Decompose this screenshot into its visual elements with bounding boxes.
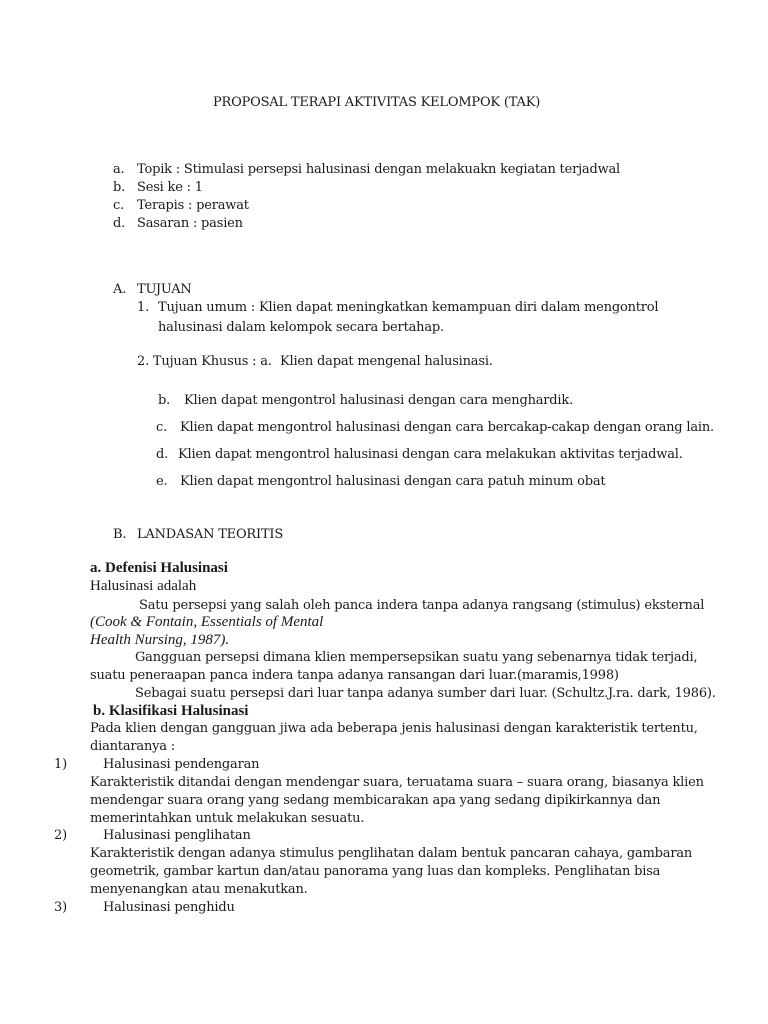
tujuan-khusus-c: Klien dapat mengontrol halusinasi dengan cara bercakap-cakap dengan orang lain. [180,420,714,435]
defenisi-p2-line1: Gangguan persepsi dimana klien mempersepsikan suatu yang sebenarnya tidak terjadi, [135,650,698,665]
type-1-line1: Karakteristik ditandai dengan mendengar suara, teruatama suara – suara orang, biasanya klien [90,775,704,790]
tujuan-umum-line1: Tujuan umum : Klien dapat meningkatkan kemampuan diri dalam mengontrol [158,300,659,315]
tujuan-umum-line2: halusinasi dalam kelompok secara bertahap. [158,320,444,335]
type-1-line3: memerintahkan untuk melakukan sesuatu. [90,811,365,826]
klasifikasi-heading: b. Klasifikasi Halusinasi [93,703,249,719]
info-marker-b: b. [113,180,126,195]
page-title: PROPOSAL TERAPI AKTIVITAS KELOMPOK (TAK) [213,95,541,110]
tujuan-khusus-marker-e: e. [156,474,168,489]
tujuan-khusus-marker-c: c. [156,420,168,435]
tujuan-khusus-label: 2. Tujuan Khusus : a. [137,354,272,369]
section-b-marker: B. [113,527,127,542]
type-2-name: Halusinasi penglihatan [103,828,251,843]
tujuan-khusus-b: Klien dapat mengontrol halusinasi dengan cara menghardik. [184,393,573,408]
tujuan-umum-marker: 1. [137,300,150,315]
tujuan-khusus-marker-d: d. [156,447,169,462]
defenisi-p2-line2: suatu peneraapan panca indera tanpa adanya ransangan dari luar.(maramis,1998) [90,668,619,683]
info-sasaran: Sasaran : pasien [137,216,243,231]
info-terapis: Terapis : perawat [137,198,249,213]
type-1-line2: mendengar suara orang yang sedang membicarakan apa yang sedang dipikirkannya dan [90,793,661,808]
type-1-marker: 1) [54,757,67,772]
defenisi-intro: Halusinasi adalah [90,578,197,594]
info-sesi: Sesi ke : 1 [137,180,203,195]
defenisi-citation-1: (Cook & Fontain, Essentials of Mental [90,614,324,630]
info-marker-a: a. [113,162,125,177]
section-a-heading: TUJUAN [137,282,192,297]
tujuan-khusus-a: Klien dapat mengenal halusinasi. [280,354,493,369]
type-2-line3: menyenangkan atau menakutkan. [90,882,308,897]
defenisi-citation-2: Health Nursing, 1987). [90,632,230,648]
tujuan-khusus-d: Klien dapat mengontrol halusinasi dengan cara melakukan aktivitas terjadwal. [178,447,683,462]
type-2-line1: Karakteristik dengan adanya stimulus penglihatan dalam bentuk pancaran cahaya, gambaran [90,846,693,861]
info-topik: Topik : Stimulasi persepsi halusinasi dengan melakuakn kegiatan terjadwal [137,162,621,177]
type-1-name: Halusinasi pendengaran [103,757,260,772]
defenisi-p1: Satu persepsi yang salah oleh panca indera tanpa adanya rangsang (stimulus) eksternal [139,598,705,613]
type-2-marker: 2) [54,828,67,843]
tujuan-khusus-marker-b: b. [158,393,171,408]
type-2-line2: geometrik, gambar kartun dan/atau panorama yang luas dan kompleks. Penglihatan bisa [90,864,661,879]
defenisi-p3: Sebagai suatu persepsi dari luar tanpa adanya sumber dari luar. (Schultz.J.ra. dark, 1986). [135,686,716,701]
klasifikasi-intro-line1: Pada klien dengan gangguan jiwa ada beberapa jenis halusinasi dengan karakteristik tertentu, [90,721,698,736]
tujuan-khusus-e: Klien dapat mengontrol halusinasi dengan cara patuh minum obat [180,474,606,489]
type-3-marker: 3) [54,900,67,915]
info-marker-d: d. [113,216,126,231]
klasifikasi-intro-line2: diantaranya : [90,739,175,754]
defenisi-heading: a. Defenisi Halusinasi [90,560,228,576]
info-marker-c: c. [113,198,125,213]
section-b-heading: LANDASAN TEORITIS [137,527,284,542]
section-a-marker: A. [113,282,127,297]
type-3-name: Halusinasi penghidu [103,900,235,915]
